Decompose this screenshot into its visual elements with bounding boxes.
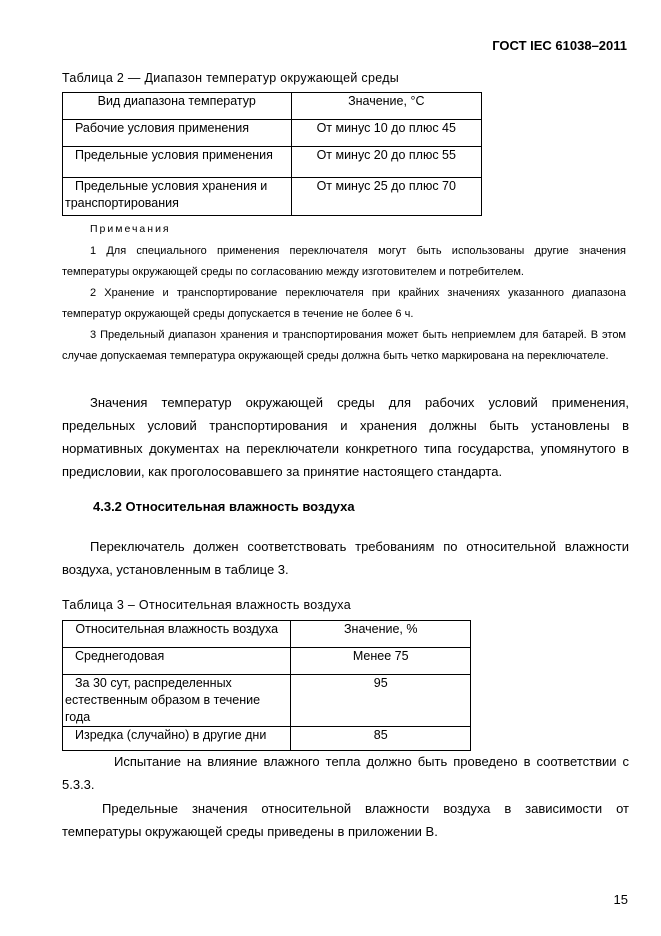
table3-row-value: Менее 75 [291,648,471,675]
table3-col2-header: Значение, % [291,621,471,648]
note-item: 2 Хранение и транспортирование переключателя при крайних значениях указанного диапазона температур окружающей среды допускается в течение не более 6 ч. [62,287,626,320]
page-number: 15 [613,892,628,907]
notes-title: Примечания [90,223,171,235]
table3-row-name: Изредка (случайно) в другие дни [63,727,291,751]
table2-row-value: От минус 10 до плюс 45 [291,120,481,147]
table3-row-name: За 30 сут, распределенных естественным образом в течение года [63,675,291,727]
table3-row-value: 95 [291,675,471,727]
paragraph: Испытание на влияние влажного тепла должно быть проведено в соответствии с 5.3.3. [62,754,629,792]
section-heading: 4.3.2 Относительная влажность воздуха [93,499,355,514]
table-row [63,648,471,675]
table-row [63,147,482,178]
paragraph: Предельные значения относительной влажности воздуха в зависимости от температуры окружающей среды приведены в приложении В. [62,801,629,839]
table2-row-value: От минус 25 до плюс 70 [291,178,481,216]
table2-row-name: Рабочие условия применения [63,120,292,147]
paragraph: Переключатель должен соответствовать требованиям по относительной влажности воздуха, установленным в таблице 3. [62,539,629,577]
table2-col1-header: Вид диапазона температур [63,93,292,120]
table-row [63,120,482,147]
table3-row-name: Среднегодовая [63,648,291,675]
table2-row-value: От минус 20 до плюс 55 [291,147,481,178]
table3-col1-header: Относительная влажность воздуха [63,621,291,648]
table2-col2-header: Значение, °С [291,93,481,120]
notes-list [62,241,626,367]
paragraph: Значения температур окружающей среды для рабочих условий применения, предельных условий транспортирования и хранения должны быть установлены в нормативных документах на переключатели конкретного типа государства, упомянутого в предисловии, как проголосовавшего за принятие настоящего стандарта. [62,395,629,479]
paragraph-4-block [62,797,629,843]
table2-row-name: Предельные условия применения [63,147,292,178]
table-header-row [63,93,482,120]
table-row [63,675,471,727]
note-item: 1 Для специального применения переключателя могут быть использованы другие значения температуры окружающей среды по согласованию между изготовителем и потребителем. [62,245,626,278]
table3-caption: Таблица 3 – Относительная влажность воздуха [62,598,351,612]
note-item: 3 Предельный диапазон хранения и транспортирования может быть неприемлем для батарей. В этом случае допускаемая температура окружающей среды должна быть четко маркирована на переключателе. [62,329,626,362]
paragraph-3-block [62,750,629,796]
paragraph-1-block [62,391,629,483]
table-row [63,178,482,216]
table2-row-name: Предельные условия хранения и транспортирования [63,178,292,216]
table3-row-value: 85 [291,727,471,751]
paragraph-2-block [62,535,629,581]
table2 [62,92,482,216]
table-row [63,727,471,751]
table-header-row [63,621,471,648]
document-header: ГОСТ IEC 61038–2011 [492,38,627,53]
table3 [62,620,471,751]
table2-caption: Таблица 2 — Диапазон температур окружающей среды [62,71,400,85]
